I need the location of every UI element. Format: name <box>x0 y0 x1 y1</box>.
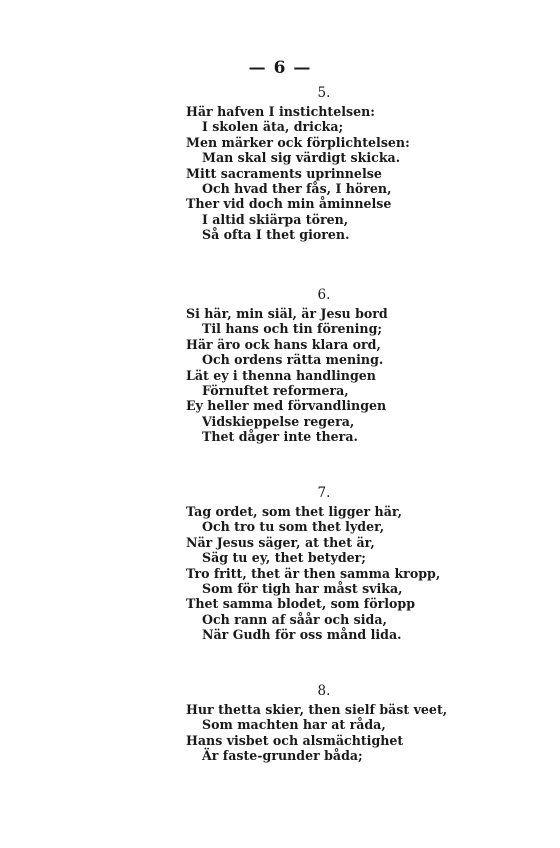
verse-line: Mitt sacraments uprinnelse <box>186 165 382 181</box>
verse-line: Si här, min siäl, är Jesu bord <box>186 306 388 321</box>
stanza-6 <box>186 285 486 445</box>
verse-line: Men märker ock förplichtelsen: <box>186 134 410 150</box>
verse-line: Är faste-grunder båda; <box>202 748 363 764</box>
verse-line: Hans visbet och alsmächtighet <box>186 732 404 748</box>
verse-line: Förnuftet reformera, <box>202 382 349 398</box>
verse-line: I skolen äta, dricka; <box>202 119 344 135</box>
stanza-8 <box>186 681 486 764</box>
verse-line: Man skal sig värdigt skicka. <box>202 150 401 166</box>
verse-line: Här äro ock hans klara ord, <box>186 336 381 352</box>
verse-line: När Jesus säger, at thet är, <box>186 534 375 550</box>
verse-line: Som för tigh har måst svika, <box>202 580 403 596</box>
verse-line: När Gudh för oss månd lida. <box>202 627 402 643</box>
verse-line: Ther vid doch min åminnelse <box>186 196 392 212</box>
verse-line: Hur thetta skier, then sielf bäst veet, <box>186 702 448 717</box>
stanza-number: 8. <box>317 683 331 699</box>
verse-line: Til hans och tin förening; <box>202 321 383 337</box>
verse-line: Och rann af såår och sida, <box>202 611 387 627</box>
verse-line: Som machten har at råda, <box>202 717 386 733</box>
verse-line: Och hvad ther fås, I hören, <box>202 180 392 196</box>
stanza-number: 5. <box>317 85 331 101</box>
verse-line: Thet samma blodet, som förlopp <box>186 596 416 612</box>
stanza-7 <box>186 483 486 643</box>
stanza-number: 6. <box>317 287 331 303</box>
verse-line: Och ordens rätta mening. <box>202 352 384 368</box>
verse-line: Så ofta I thet gioren. <box>202 227 350 243</box>
verse-line: Vidskieppelse regera, <box>202 413 355 429</box>
verse-line: Tro fritt, thet är then samma kropp, <box>186 565 441 581</box>
verse-line: I altid skiärpa tören, <box>202 211 349 227</box>
stanza-number: 7. <box>317 485 331 501</box>
verse-line: Och tro tu som thet lyder, <box>202 519 385 535</box>
verse-line: Här hafven I instichtelsen: <box>186 104 375 119</box>
verse-line: Thet dåger inte thera. <box>202 429 358 445</box>
verse-line: Ey heller med förvandlingen <box>186 398 387 414</box>
stanza-5 <box>186 83 486 243</box>
verse-line: Säg tu ey, thet betyder; <box>202 550 366 566</box>
verse-line: Tag ordet, som thet ligger här, <box>186 504 402 519</box>
page-number: — 6 — <box>248 58 312 78</box>
verse-line: Lät ey i thenna handlingen <box>186 367 376 383</box>
